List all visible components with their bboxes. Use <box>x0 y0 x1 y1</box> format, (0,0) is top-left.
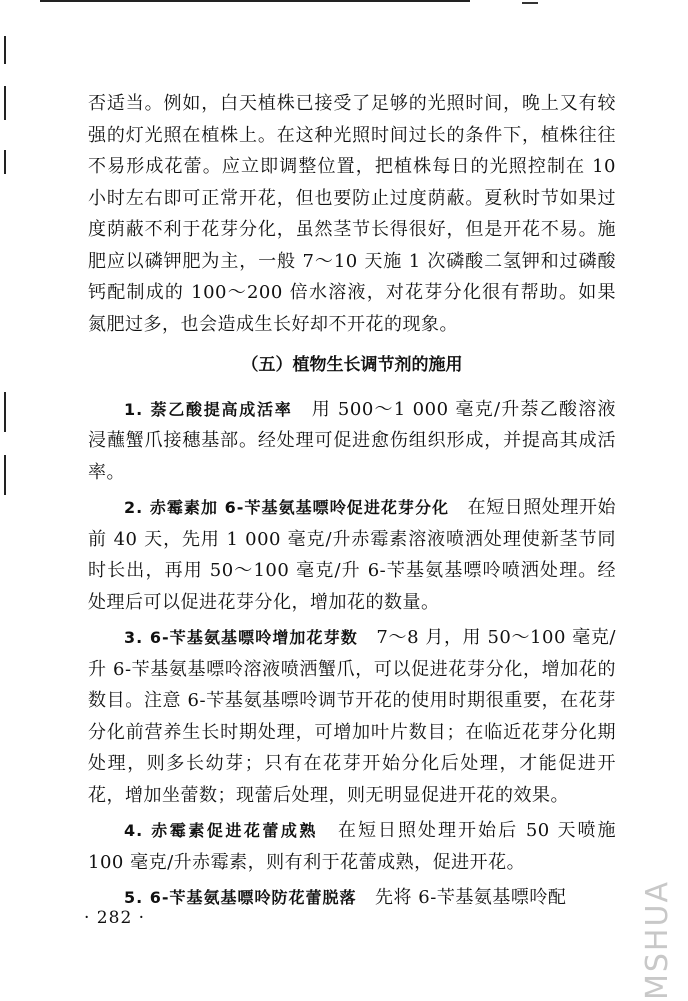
item-text: 在短日照处理开始前 40 天，先用 1 000 毫克/升赤霉素溶液喷洒处理使新茎节同时长出，再用 50～100 毫克/升 6-苄基氨基嘌呤喷洒处理。经处理后可以促进花芽分化，增加花的数量。 <box>88 497 616 613</box>
list-item <box>88 815 616 878</box>
item-text: 7～8 月，用 50～100 毫克/升 6-苄基氨基嘌呤溶液喷洒蟹爪，可以促进花芽分化，增加花的数目。注意 6-苄基氨基嘌呤调节开花的使用时期很重要，在花芽分化前营养生长时期处理，可增加叶片数目；在临近花芽分化期处理，则多长幼芽；只有在花芽开始分化后处理，才能促进开花，增加坐蕾数；现蕾后处理，则无明显促进开花的效果。 <box>88 627 616 806</box>
scan-margin-mark <box>4 86 6 120</box>
scan-margin-mark <box>4 392 6 432</box>
item-lead: 5. 6-苄基氨基嘌呤防花蕾脱落 <box>124 888 357 907</box>
item-text: 在短日照处理开始后 50 天喷施 100 毫克/升赤霉素，则有利于花蕾成熟，促进开花。 <box>88 820 616 873</box>
paragraph-continuation: 否适当。例如，白天植株已接受了足够的光照时间，晚上又有较强的灯光照在植株上。在这种光照时间过长的条件下，植株往往不易形成花蕾。应立即调整位置，把植株每日的光照控制在 10 小时左右即可正常开花，但也要防止过度荫蔽。夏秋时节如果过度荫蔽不利于花芽分化，虽然茎节长得很好，但是开花不易。施肥应以磷钾肥为主，一般 7～10 天施 1 次磷酸二氢钾和过磷酸钙配制成的 100～200 倍水溶液，对花芽分化很有帮助。如果氮肥过多，也会造成生长好却不开花的现象。 <box>88 93 616 335</box>
list-item <box>88 622 616 811</box>
list-item <box>88 882 616 914</box>
list-item <box>88 394 616 489</box>
top-rule <box>40 0 470 2</box>
item-lead: 3. 6-苄基氨基嘌呤增加花芽数 <box>124 628 358 647</box>
scan-margin-mark <box>4 150 6 174</box>
watermark: MSHUA <box>640 880 675 1000</box>
item-text: 用 500～1 000 毫克/升萘乙酸溶液浸蘸蟹爪接穗基部。经处理可促进愈伤组织形成，并提高其成活率。 <box>88 398 616 483</box>
page-body <box>88 88 616 914</box>
top-dash-mark <box>522 2 538 4</box>
item-lead: 4. 赤霉素促进花蕾成熟 <box>124 821 318 840</box>
section-heading: （五）植物生长调节剂的施用 <box>241 355 463 375</box>
scan-margin-mark <box>4 455 6 495</box>
item-text: 先将 6-苄基氨基嘌呤配 <box>356 887 567 908</box>
item-lead: 1. 萘乙酸提高成活率 <box>124 399 293 419</box>
scan-margin-mark <box>4 36 6 64</box>
page-number: · 282 · <box>84 908 146 928</box>
item-lead: 2. 赤霉素加 6-苄基氨基嘌呤促进花芽分化 <box>124 498 450 517</box>
list-item <box>88 492 616 618</box>
